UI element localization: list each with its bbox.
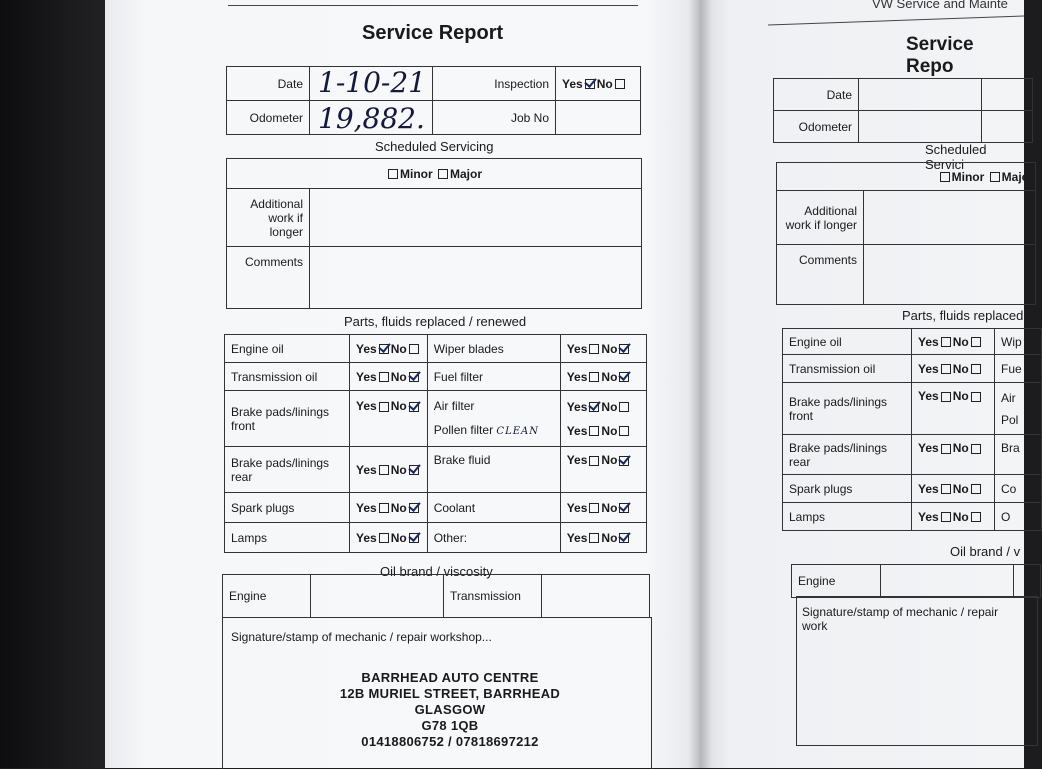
yes-label: Yes: [918, 361, 939, 376]
yes-checkbox[interactable]: [379, 503, 389, 513]
part-label: Brake pads/linings rear: [783, 435, 912, 475]
part-label: Brake fluid: [427, 447, 560, 493]
no-checkbox[interactable]: [971, 392, 981, 402]
table-row: [225, 493, 647, 523]
no-checkbox[interactable]: [619, 402, 629, 412]
parts-heading: Parts, fluids replaced / renewed: [344, 314, 527, 329]
yes-no-options: [350, 447, 428, 493]
part-label-secondary: [434, 418, 554, 444]
yes-label: Yes: [566, 423, 588, 438]
engine-oil-label: Engine: [223, 575, 311, 618]
no-label: No: [952, 481, 969, 496]
no-label: No: [952, 441, 969, 455]
yes-checkbox[interactable]: [589, 456, 599, 466]
no-checkbox[interactable]: [409, 402, 419, 412]
yes-no-options: [350, 523, 428, 553]
yes-label: Yes: [918, 509, 939, 524]
no-label: No: [952, 389, 969, 403]
table-row: [783, 475, 1042, 503]
no-checkbox[interactable]: [409, 465, 419, 475]
part-label: Brake pads/linings front: [225, 391, 350, 447]
minor-label: Minor: [951, 169, 985, 184]
no-checkbox[interactable]: [619, 344, 629, 354]
no-checkbox[interactable]: [619, 503, 629, 513]
stamp-line: 01418806752 / 07818697212: [361, 734, 539, 749]
oil-cell: [1014, 565, 1041, 598]
inspection-no-label: No: [596, 76, 613, 91]
table-row: [783, 329, 1042, 355]
no-checkbox[interactable]: [971, 484, 981, 494]
yes-label: Yes: [566, 500, 588, 515]
pollen-filter-label: Pollen filter: [433, 422, 494, 437]
yes-no-options: [912, 329, 995, 355]
yes-no-options: [560, 523, 646, 553]
workshop-stamp: [330, 670, 570, 750]
no-label: No: [390, 500, 407, 515]
additional-work-label: Additional work if longer: [777, 191, 864, 245]
yes-no-options: [350, 335, 428, 363]
page-title-right: Service Repo: [906, 34, 974, 77]
yes-label: Yes: [356, 369, 377, 384]
no-checkbox[interactable]: [971, 444, 981, 454]
odometer-handwritten: 19,882.: [318, 102, 425, 135]
no-label: No: [390, 530, 407, 545]
no-label: No: [601, 530, 618, 545]
jobno-label: Job No: [433, 101, 556, 135]
no-checkbox[interactable]: [619, 372, 629, 382]
part-label: Bra: [995, 435, 1042, 475]
additional-work-label: Additional work if longer: [227, 189, 310, 247]
header-cell: [982, 111, 1033, 143]
yes-label: Yes: [918, 334, 939, 349]
engine-oil-field[interactable]: [311, 575, 444, 618]
oil-table-right: [791, 564, 1041, 598]
date-handwritten: 1-10-21: [318, 66, 426, 99]
yes-checkbox[interactable]: [589, 533, 599, 543]
yes-checkbox[interactable]: [379, 402, 389, 412]
no-checkbox[interactable]: [409, 503, 419, 513]
table-row: [783, 435, 1042, 475]
part-label: Transmission oil: [225, 363, 350, 391]
yes-no-options: [912, 383, 995, 435]
inspection-options: [556, 67, 641, 101]
yes-checkbox[interactable]: [589, 402, 599, 412]
major-checkbox[interactable]: [438, 169, 448, 179]
yes-label: Yes: [918, 481, 939, 496]
date-label: Date: [774, 79, 859, 111]
service-type-row: [777, 163, 1036, 191]
part-label: Other:: [427, 523, 560, 553]
major-label: Major: [450, 166, 483, 181]
no-label: No: [390, 462, 407, 477]
parts-table-right: [782, 328, 1042, 531]
yes-checkbox[interactable]: [589, 372, 599, 382]
stamp-line: 12B MURIEL STREET, BARRHEAD: [339, 686, 561, 701]
yes-no-row: [567, 395, 640, 419]
pollen-note: CLEAN: [496, 425, 539, 437]
yes-no-options: [560, 493, 646, 523]
part-label: Spark plugs: [783, 475, 912, 503]
header-table-right: [773, 78, 1033, 143]
parts-heading-right: Parts, fluids replaced: [902, 308, 1024, 323]
yes-label: Yes: [566, 341, 588, 356]
yes-checkbox[interactable]: [941, 512, 951, 522]
yes-no-options: [912, 435, 995, 475]
yes-label: Yes: [356, 399, 377, 413]
stamp-line: G78 1QB: [421, 718, 479, 733]
odometer-label: Odometer: [227, 101, 310, 135]
part-label-group: [995, 383, 1042, 435]
no-label: No: [390, 341, 407, 356]
yes-no-options: [350, 363, 428, 391]
scheduled-heading: Scheduled Servicing: [375, 139, 494, 154]
table-row: [225, 363, 647, 391]
part-label: Transmission oil: [783, 355, 912, 383]
major-label: Majo: [1001, 169, 1029, 184]
no-checkbox[interactable]: [409, 372, 419, 382]
part-label: Fue: [995, 355, 1042, 383]
service-type-row: [227, 159, 642, 189]
yes-no-options: [350, 493, 428, 523]
no-label: No: [601, 399, 618, 414]
yes-no-options: [912, 475, 995, 503]
header-table: [226, 66, 641, 135]
yes-no-options: [560, 335, 646, 363]
major-checkbox[interactable]: [990, 172, 1000, 182]
no-label: No: [390, 369, 407, 384]
yes-no-options: [912, 355, 995, 383]
yes-checkbox[interactable]: [379, 344, 389, 354]
inspection-yes-label: Yes: [562, 76, 583, 91]
no-label: No: [601, 369, 618, 384]
table-row: [783, 355, 1042, 383]
part-label: Spark plugs: [225, 493, 350, 523]
yes-checkbox[interactable]: [379, 465, 389, 475]
comments-field[interactable]: [310, 247, 642, 309]
part-label: Wiper blades: [427, 335, 560, 363]
no-checkbox[interactable]: [619, 426, 629, 436]
engine-oil-label: Engine: [792, 565, 881, 598]
date-field[interactable]: [859, 79, 982, 111]
inspection-yes-checkbox[interactable]: [585, 79, 595, 89]
inspection-no-checkbox[interactable]: [615, 79, 625, 89]
odometer-label: Odometer: [774, 111, 859, 143]
scheduled-heading-right: Scheduled Servici: [925, 142, 987, 172]
yes-label: Yes: [356, 462, 377, 477]
transmission-oil-field[interactable]: [542, 575, 650, 618]
part-label: Pol: [1001, 412, 1019, 427]
no-label: No: [390, 399, 407, 413]
page-title: Service Report: [362, 22, 504, 44]
book-gutter: [688, 0, 712, 768]
engine-oil-field[interactable]: [881, 565, 1014, 598]
signature-label-right: Signature/stamp of mechanic / repair work: [802, 605, 999, 633]
jobno-field[interactable]: [556, 101, 641, 135]
no-checkbox[interactable]: [971, 364, 981, 374]
yes-checkbox[interactable]: [589, 344, 599, 354]
stamp-line: GLASGOW: [414, 702, 486, 717]
stamp-line: BARRHEAD AUTO CENTRE: [361, 670, 539, 685]
yes-checkbox[interactable]: [589, 426, 599, 436]
no-label: No: [601, 453, 618, 467]
scheduled-table: [226, 158, 642, 309]
table-row: [225, 391, 647, 447]
yes-label: Yes: [356, 500, 377, 515]
additional-work-field[interactable]: [310, 189, 642, 247]
yes-no-options: [912, 503, 995, 531]
table-row: [225, 335, 647, 363]
table-row: [783, 383, 1042, 435]
yes-label: Yes: [356, 530, 377, 545]
oil-heading: Oil brand / viscosity: [380, 564, 493, 579]
signature-label: Signature/stamp of mechanic / repair workshop...: [231, 630, 492, 644]
no-label: No: [601, 341, 618, 356]
yes-label: Yes: [566, 369, 588, 384]
yes-no-options: [350, 391, 428, 447]
minor-checkbox[interactable]: [388, 169, 398, 179]
top-rule: [228, 5, 638, 6]
part-label: Brake pads/linings front: [783, 383, 912, 435]
yes-checkbox[interactable]: [941, 444, 951, 454]
yes-checkbox[interactable]: [379, 533, 389, 543]
yes-no-options: [560, 447, 646, 493]
date-label: Date: [227, 67, 310, 101]
parts-table: [224, 334, 647, 553]
no-checkbox[interactable]: [971, 337, 981, 347]
yes-checkbox[interactable]: [941, 337, 951, 347]
yes-label: Yes: [918, 389, 939, 403]
part-label: O: [995, 503, 1042, 531]
table-row: [225, 447, 647, 493]
yes-checkbox[interactable]: [589, 503, 599, 513]
oil-heading-right: Oil brand / v: [950, 544, 1021, 559]
part-label: Air filter: [433, 398, 475, 413]
yes-label: Yes: [566, 399, 588, 414]
part-label: Engine oil: [783, 329, 912, 355]
odometer-field[interactable]: [859, 111, 982, 143]
comments-label: Comments: [227, 247, 310, 309]
yes-no-options: [560, 363, 646, 391]
header-cell: [982, 79, 1033, 111]
part-label: Lamps: [783, 503, 912, 531]
scheduled-table-right: [776, 162, 1036, 305]
part-label: Wip: [995, 329, 1042, 355]
part-label: Air: [1001, 390, 1016, 405]
background-surface: [0, 0, 110, 768]
minor-checkbox[interactable]: [940, 172, 950, 182]
yes-checkbox[interactable]: [379, 372, 389, 382]
no-label: No: [952, 361, 969, 376]
transmission-oil-label: Transmission: [444, 575, 542, 618]
additional-work-field[interactable]: [864, 191, 1036, 245]
no-checkbox[interactable]: [409, 344, 419, 354]
yes-checkbox[interactable]: [941, 484, 951, 494]
no-label: No: [601, 423, 618, 438]
table-row: [783, 503, 1042, 531]
no-label: No: [952, 509, 969, 524]
no-label: No: [952, 334, 969, 349]
no-checkbox[interactable]: [619, 533, 629, 543]
no-checkbox[interactable]: [619, 456, 629, 466]
yes-label: Yes: [566, 453, 588, 467]
yes-checkbox[interactable]: [941, 364, 951, 374]
inspection-label: Inspection: [433, 67, 556, 101]
minor-label: Minor: [399, 166, 433, 181]
part-label-group: [427, 391, 560, 447]
table-row: [225, 523, 647, 553]
comments-field[interactable]: [864, 245, 1036, 305]
yes-label: Yes: [566, 530, 588, 545]
yes-no-row: [567, 419, 640, 443]
part-label: Lamps: [225, 523, 350, 553]
comments-label: Comments: [777, 245, 864, 305]
no-checkbox[interactable]: [971, 512, 981, 522]
running-head: VW Service and Mainte: [872, 0, 1008, 11]
yes-label: Yes: [356, 341, 377, 356]
part-label: Fuel filter: [427, 363, 560, 391]
yes-checkbox[interactable]: [941, 392, 951, 402]
yes-label: Yes: [918, 441, 939, 455]
part-label: Brake pads/linings rear: [225, 447, 350, 493]
part-label: Engine oil: [225, 335, 350, 363]
yes-no-options: [560, 391, 646, 447]
no-checkbox[interactable]: [409, 533, 419, 543]
part-label: Co: [995, 475, 1042, 503]
no-label: No: [601, 500, 618, 515]
part-label: Coolant: [427, 493, 560, 523]
oil-table: [222, 574, 650, 618]
